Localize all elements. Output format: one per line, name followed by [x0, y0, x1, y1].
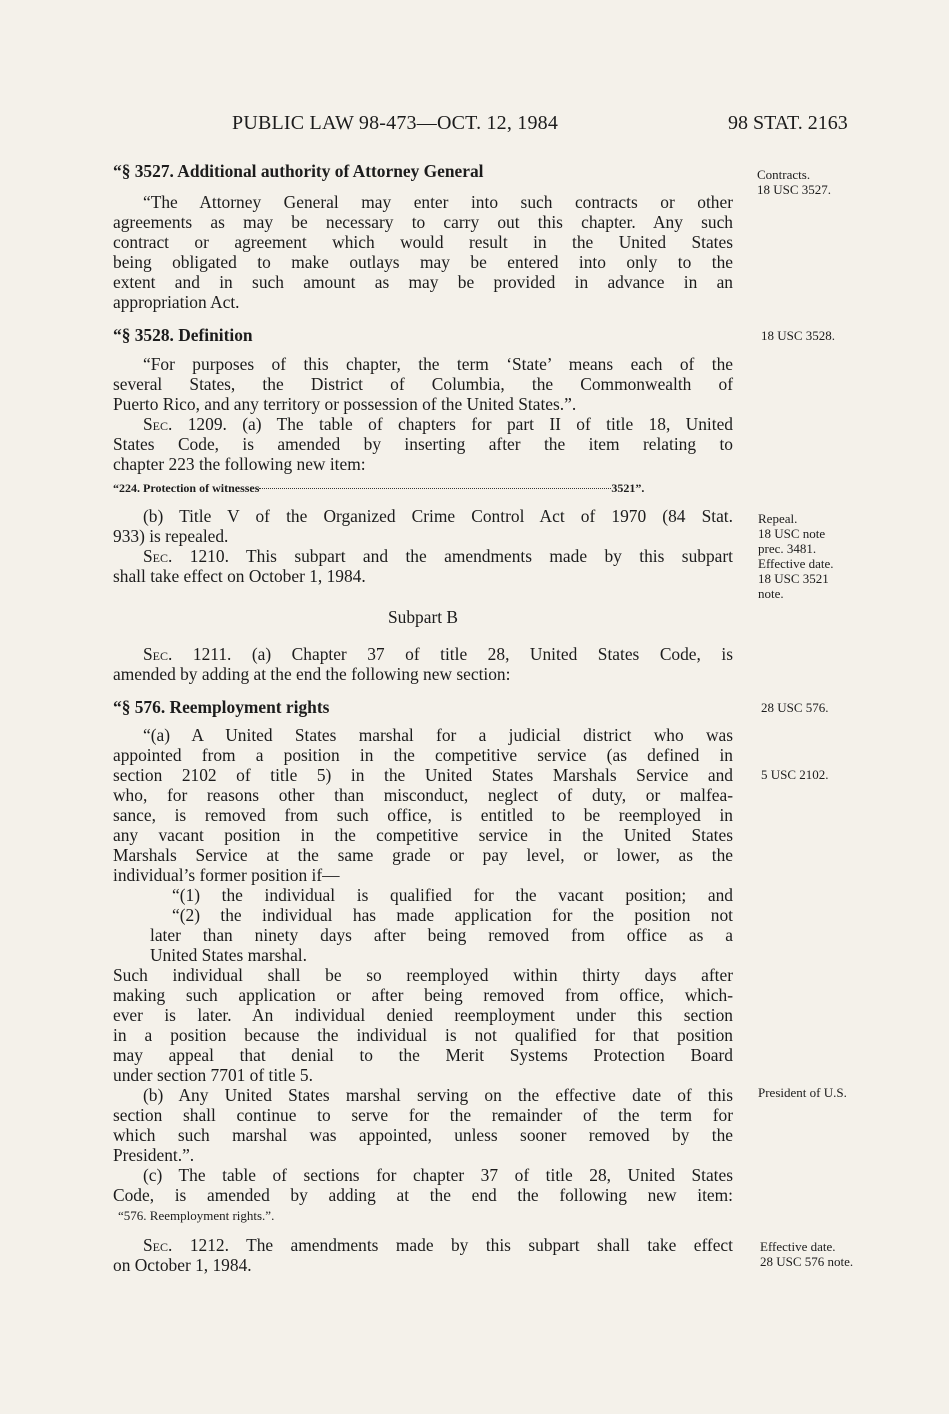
sec-label: Sec.	[143, 414, 173, 434]
toc-item-576: “576. Reemployment rights.”.	[118, 1208, 275, 1223]
section-1211	[113, 644, 733, 684]
section-576-a	[113, 725, 733, 1205]
text-line: chapter 223 the following new item:	[113, 454, 366, 474]
text-line: under section 7701 of title 5.	[113, 1065, 313, 1085]
section-3528-heading: “§ 3528. Definition	[113, 325, 253, 345]
section-1210	[113, 546, 733, 586]
text-line: (c) The table of sections for chapter 37 of title 28, United States	[143, 1165, 733, 1185]
section-3528	[113, 325, 733, 345]
margin-note-line: 18 USC 3527.	[757, 182, 832, 197]
text-line: United States marshal.	[150, 945, 307, 965]
text-line: appropriation Act.	[113, 292, 240, 312]
sec-label: Sec.	[143, 644, 173, 664]
text-line: ever is later. An individual denied reemployment under this section	[113, 1005, 733, 1025]
section-3527-heading: “§ 3527. Additional authority of Attorney General	[113, 161, 484, 181]
margin-note-line: Repeal.	[758, 511, 798, 526]
section-576-heading: “§ 576. Reemployment rights	[113, 697, 330, 717]
text-line: individual’s former position if—	[113, 865, 340, 885]
margin-note-3528: 18 USC 3528.	[761, 328, 836, 343]
text-run: 1211. (a) Chapter 37 of title 28, United States Code, is	[192, 644, 733, 664]
text-line: agreements as may be necessary to carry out this chapter. Any such	[113, 212, 733, 232]
text-line: who, for reasons other than misconduct, neglect of duty, or malfea-	[113, 785, 733, 805]
text-run: 1209. (a) The table of chapters for part II of title 18, United	[187, 414, 733, 434]
text-line	[113, 644, 733, 664]
toc-item-page: 3521”.	[611, 481, 645, 495]
text-line: Marshals Service at the same grade or pay level, or lower, as the	[113, 845, 733, 865]
margin-note-line: 18 USC 3521	[758, 571, 829, 586]
text-line: sance, is removed from such office, is entitled to be reemployed in	[113, 805, 733, 825]
text-line	[113, 1235, 733, 1255]
text-line: in a position because the individual is not qualified for that position	[113, 1025, 733, 1045]
margin-note-line: prec. 3481.	[758, 541, 817, 556]
text-line	[113, 546, 733, 566]
text-line: “The Attorney General may enter into such contracts or other	[143, 192, 733, 212]
text-line: shall take effect on October 1, 1984.	[113, 566, 366, 586]
sec-label: Sec.	[143, 1235, 173, 1255]
text-line: “(a) A United States marshal for a judicial district who was	[143, 725, 733, 745]
text-line: “For purposes of this chapter, the term ‘State’ means each of the	[143, 354, 733, 374]
header-stat-page: 98 STAT. 2163	[728, 112, 848, 134]
page-header	[0, 112, 949, 142]
margin-note-line: Contracts.	[757, 167, 811, 182]
text-run: 1212. The amendments made by this subpart shall take effect	[189, 1235, 733, 1255]
text-run: 1210. This subpart and the amendments made by this subpart	[189, 546, 733, 566]
text-line: States Code, is amended by inserting after the item relating to	[113, 434, 733, 454]
text-line: Puerto Rico, and any territory or possession of the United States.”.	[113, 394, 577, 414]
text-line: section shall continue to serve for the remainder of the term for	[113, 1105, 733, 1125]
text-line: may appeal that denial to the Merit Systems Protection Board	[113, 1045, 733, 1065]
margin-note-line: 28 USC 576 note.	[760, 1254, 854, 1269]
text-line: section 2102 of title 5) in the United States Marshals Service and	[113, 765, 733, 785]
sec-label: Sec.	[143, 546, 173, 566]
text-line: President.”.	[113, 1145, 195, 1165]
text-line: amended by adding at the end the following new section:	[113, 664, 511, 684]
margin-note-president: President of U.S.	[758, 1085, 847, 1100]
section-1212	[113, 1235, 733, 1275]
text-line: on October 1, 1984.	[113, 1255, 252, 1275]
margin-note-line: 18 USC note	[758, 526, 826, 541]
text-line	[113, 414, 733, 434]
margin-note-line: Effective date.	[758, 556, 834, 571]
text-line: appointed from a position in the competitive service (as defined in	[113, 745, 733, 765]
list-item-2: “(2) the individual has made application for the position not	[172, 905, 733, 925]
text-line: extent and in such amount as may be provided in advance in an	[113, 272, 733, 292]
text-line: which such marshal was appointed, unless sooner removed by the	[113, 1125, 733, 1145]
toc-leader	[259, 488, 611, 489]
section-3527	[113, 161, 733, 181]
text-line: making such application or after being removed from office, which-	[113, 985, 733, 1005]
text-line: (b) Any United States marshal serving on the effective date of this	[143, 1085, 733, 1105]
section-576	[113, 697, 733, 717]
margin-note-576: 28 USC 576.	[761, 700, 829, 715]
text-line: 933) is repealed.	[113, 526, 229, 546]
text-line: Code, is amended by adding at the end the following new item:	[113, 1185, 733, 1205]
text-line: any vacant position in the competitive service in the United States	[113, 825, 733, 845]
margin-note-contracts	[757, 167, 887, 197]
section-3528-body	[113, 354, 733, 414]
section-3527-body	[113, 192, 733, 312]
margin-note-line: note.	[758, 586, 784, 601]
section-1209	[113, 414, 733, 474]
toc-item-224	[113, 481, 733, 496]
text-line: Such individual shall be so reemployed within thirty days after	[113, 965, 733, 985]
subpart-b-heading: Subpart B	[387, 607, 459, 627]
text-line: later than ninety days after being removed from office as a	[150, 925, 733, 945]
text-line: contract or agreement which would result in the United States	[113, 232, 733, 252]
header-title: PUBLIC LAW 98-473—OCT. 12, 1984	[232, 112, 559, 134]
text-line: (b) Title V of the Organized Crime Control Act of 1970 (84 Stat.	[143, 506, 733, 526]
margin-note-repeal	[758, 511, 888, 601]
list-item-1: “(1) the individual is qualified for the vacant position; and	[172, 885, 733, 905]
text-line: several States, the District of Columbia, the Commonwealth of	[113, 374, 733, 394]
margin-note-line: Effective date.	[760, 1239, 836, 1254]
margin-note-2102: 5 USC 2102.	[761, 767, 829, 782]
margin-note-effective	[760, 1239, 890, 1269]
toc-item-label: “224. Protection of witnesses	[113, 481, 260, 495]
section-1209-b	[113, 506, 733, 546]
text-line: being obligated to make outlays may be entered into only to the	[113, 252, 733, 272]
